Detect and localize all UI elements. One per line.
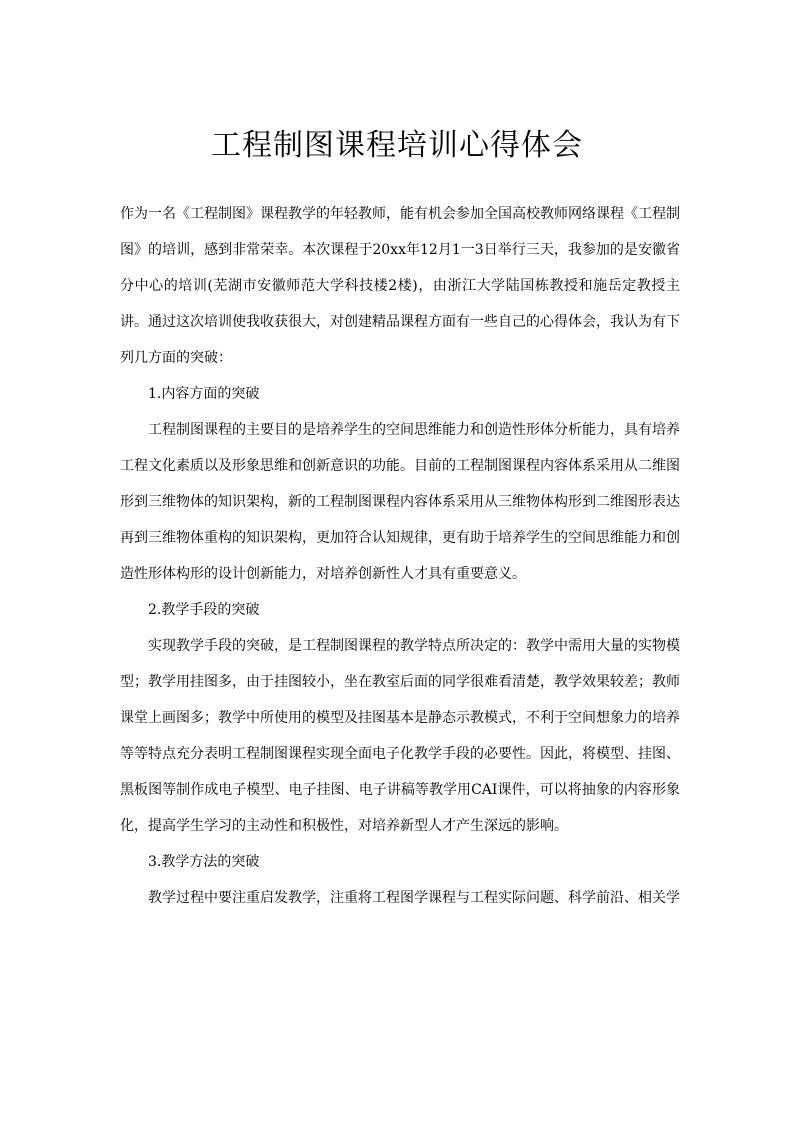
teaching-methods-paragraph: 教学过程中要注重启发教学，注重将工程图学课程与工程实际问题、科学前沿、相关学	[148, 890, 680, 906]
teaching-means-paragraph: 实现教学手段的突破，是工程制图课程的教学特点所决定的：教学中需用大量的实物模型；教学用挂图多，由于挂图较小，坐在教室后面的同学很难看清楚，教学效果较差；教师课堂上画图多；教学中所使用的模型及挂图基本是静态示教模式，不利于空间想象力的培养等等特点充分表明工程制图课程实现全面电子化教学手段的必要性。因此，将模型、挂图、黑板图等制作成电子模型、电子挂图、电子讲稿等教学用CAI课件，可以将抽象的内容形象化，提高学生学习的主动性和积极性，对培养新型人才产生深远的影响。	[120, 638, 680, 834]
section-heading-content: 1.内容方面的突破	[148, 386, 260, 402]
section-heading-teaching-methods: 3.教学方法的突破	[148, 854, 260, 870]
content-paragraph: 工程制图课程的主要目的是培养学生的空间思维能力和创造性形体分析能力，具有培养工程文化素质以及形象思维和创新意识的功能。目前的工程制图课程内容体系采用从二维图形到三维物体的知识架构，新的工程制图课程内容体系采用从三维物体构形到二维图形表达再到三维物体重构的知识架构，更加符合认知规律，更有助于培养学生的空间思维能力和创造性形体构形的设计创新能力，对培养创新性人才具有重要意义。	[120, 422, 680, 582]
document-title: 工程制图课程培训心得体会	[211, 128, 583, 163]
section-heading-teaching-means: 2.教学手段的突破	[148, 602, 260, 618]
intro-paragraph: 作为一名《工程制图》课程教学的年轻教师，能有机会参加全国高校教师网络课程《工程制图》的培训，感到非常荣幸。本次课程于20xx年12月1一3日举行三天，我参加的是安徽省分中心的培训(芜湖市安徽师范大学科技楼2楼)，由浙江大学陆国栋教授和施岳定教授主讲。通过这次培训使我收获很大，对创建精品课程方面有一些自己的心得体会，我认为有下列几方面的突破：	[120, 206, 680, 366]
document-body	[120, 196, 680, 916]
